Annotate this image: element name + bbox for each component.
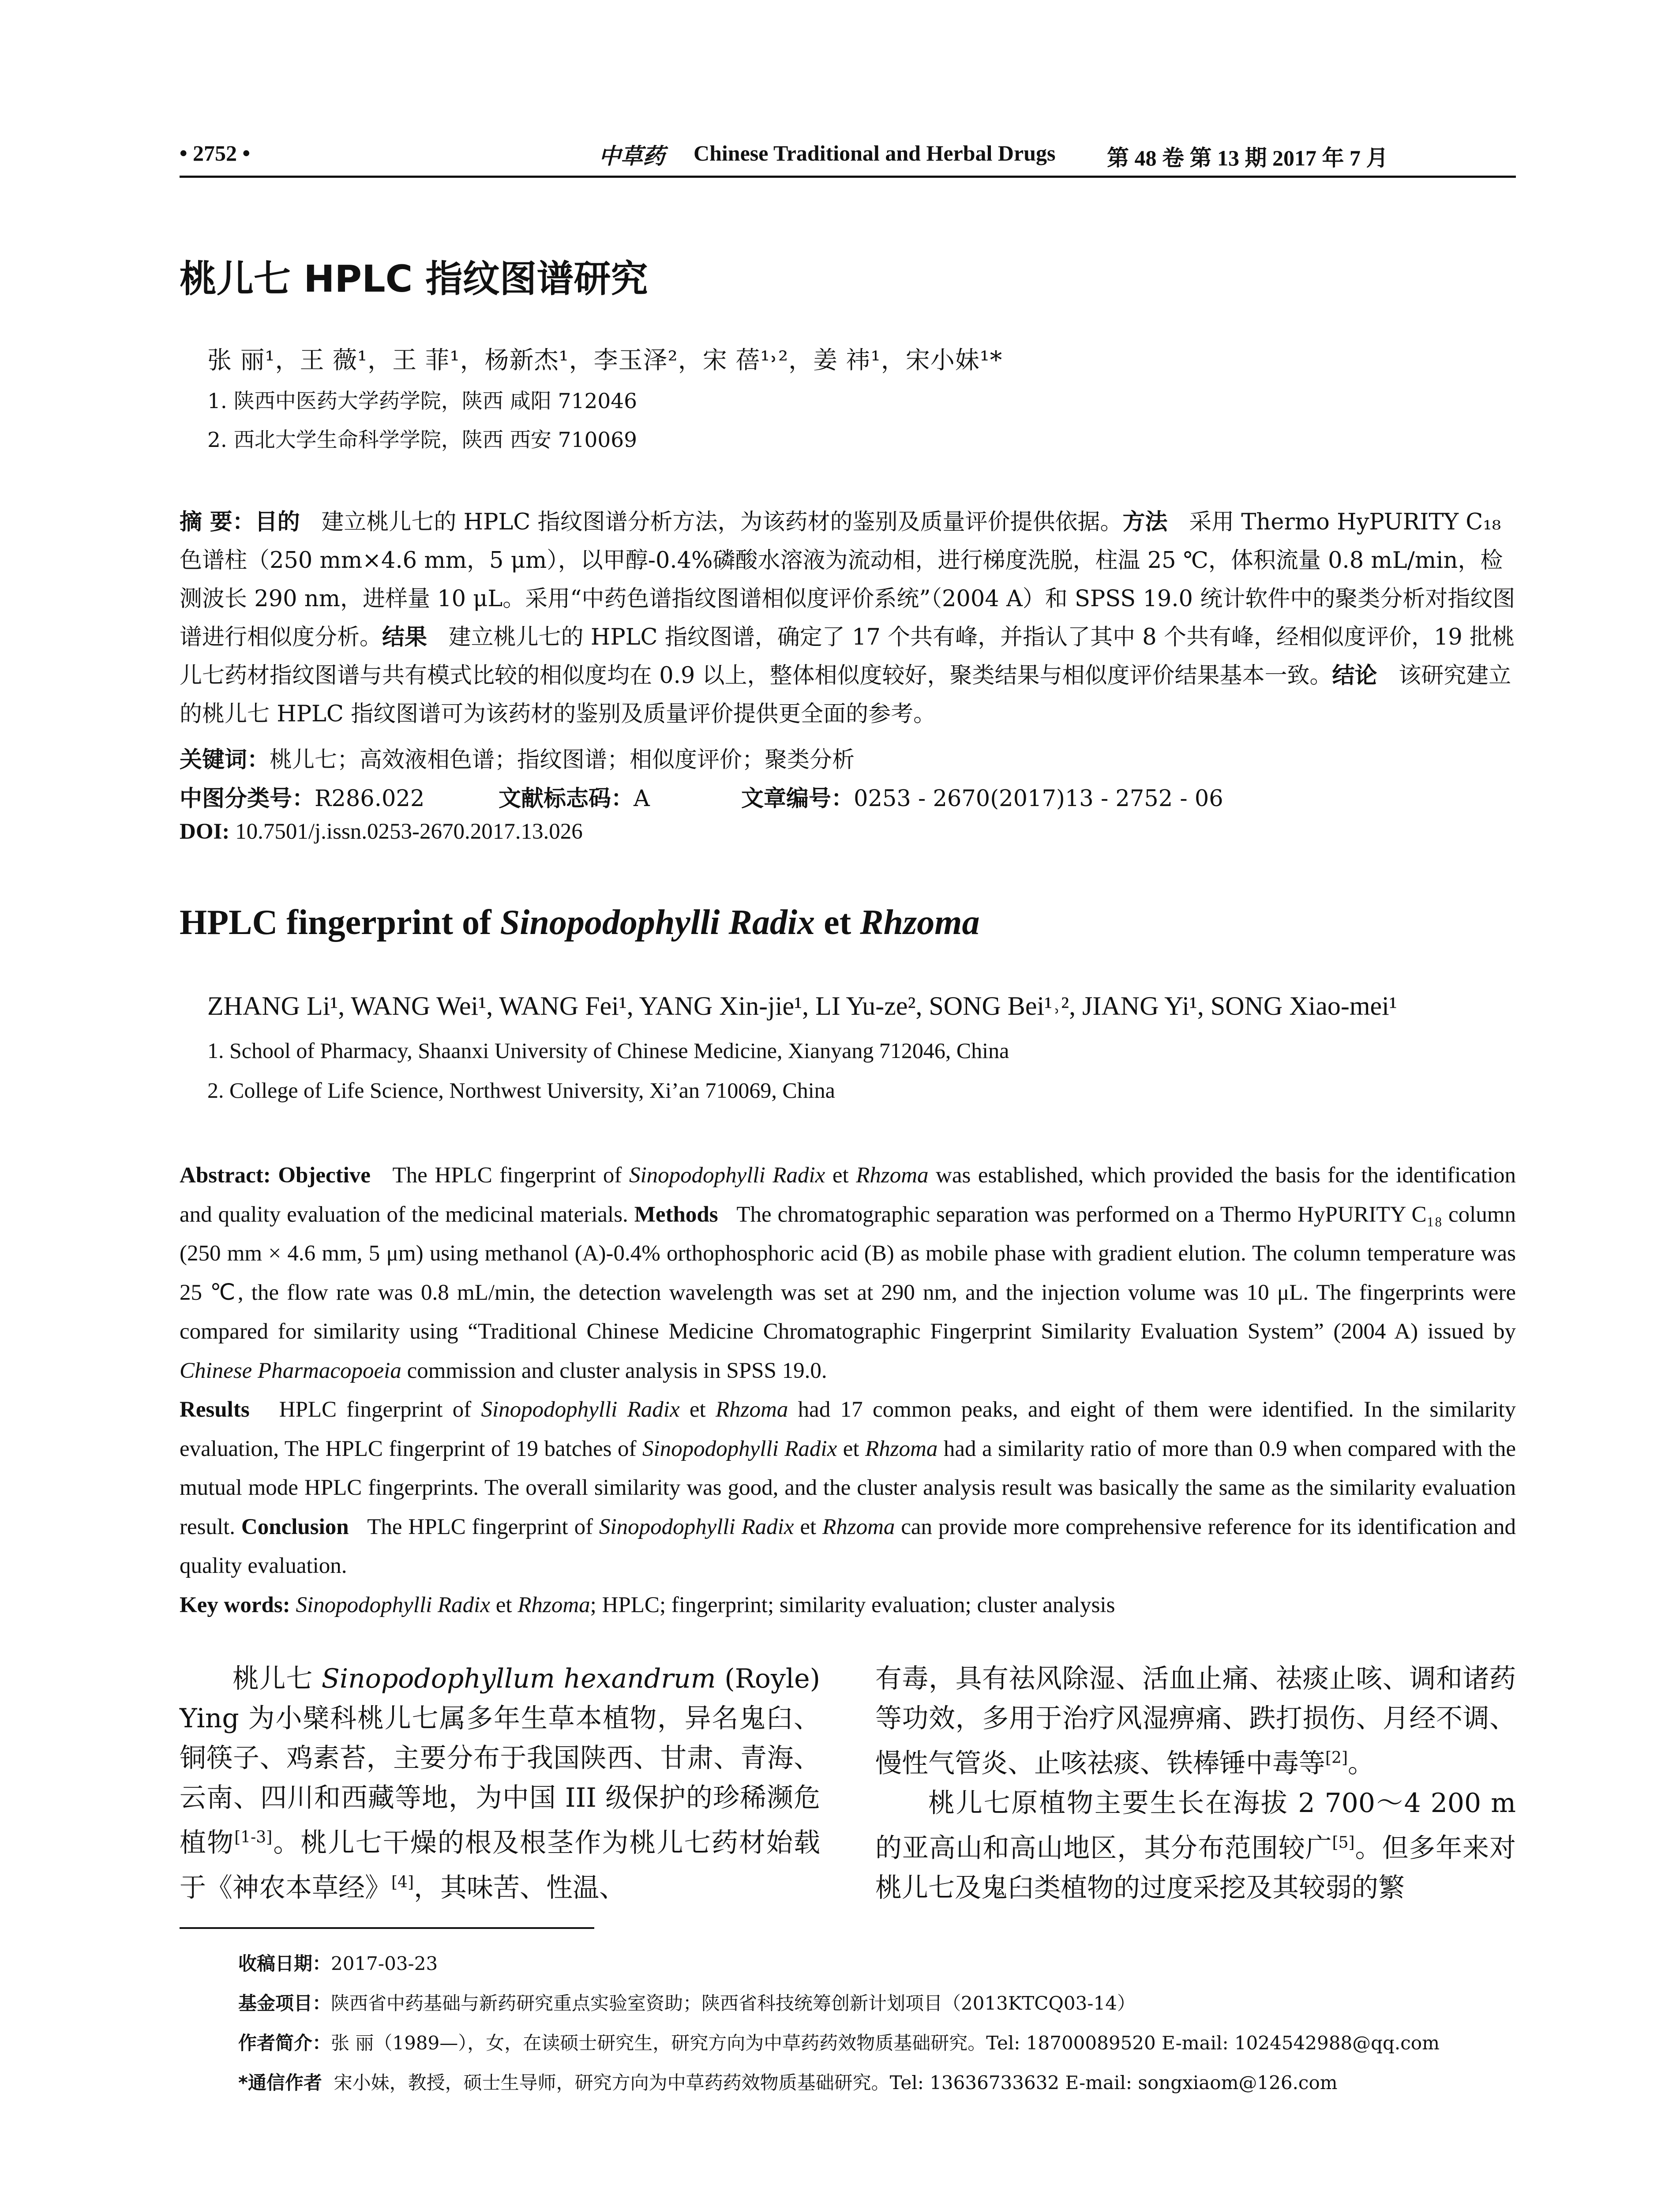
- body-column-left: [180, 1659, 820, 1908]
- title-en: [180, 903, 979, 943]
- results-zh-label: 结果: [382, 624, 428, 650]
- keywords-zh: [180, 741, 855, 774]
- keywords-zh-text: 桃儿七；高效液相色谱；指纹图谱；相似度评价；聚类分析: [270, 747, 855, 773]
- body-left-d: ，其味苦、性温、: [414, 1872, 626, 1903]
- body-right-paragraph-2: [875, 1783, 1516, 1908]
- journal-name: Chinese Traditional and Herbal Drugs: [694, 141, 1056, 165]
- results-zh-text: 建立桃儿七的 HPLC 指纹图谱，确定了 17 个共有峰，并指认了其中 8 个共有峰，经相似度评价，19 批桃儿七药材指纹图谱与共有模式比较的相似度均在 0.9 以上，整体相似度较好，聚类结果与相似度评价结果基本一致。: [180, 624, 1515, 689]
- body-right-c: 桃儿七原植物主要生长在海拔 2 700～4 200 m 的亚高山和高山地区，其分布范围较广: [875, 1788, 1516, 1864]
- methods-en-cp: Chinese Pharmacopoeia: [180, 1358, 401, 1383]
- issue-info: 第 48 卷 第 13 期 2017 年 7 月: [1107, 146, 1388, 170]
- objective-en-1: The HPLC fingerprint of: [392, 1163, 629, 1188]
- clc-label: 中图分类号：: [180, 786, 315, 812]
- body-right-d: 。但多年来对桃儿七及鬼臼类植物的过度采挖及其较弱的繁: [875, 1833, 1516, 1903]
- received-date: 2017-03-23: [331, 1953, 438, 1974]
- results-en-1: HPLC fingerprint of: [279, 1397, 481, 1422]
- footnote-rule: [180, 1927, 594, 1929]
- objective-zh-label: 目的: [255, 509, 300, 535]
- keywords-en-rest: ; HPLC; fingerprint; similarity evaluation; cluster analysis: [590, 1592, 1115, 1617]
- objective-en-sp: Sinopodophylli Radix: [629, 1163, 825, 1188]
- conclusion-en-2: can provide more comprehensive reference for its identification and quality evaluation.: [180, 1514, 1516, 1578]
- objective-en-et: et: [825, 1163, 856, 1188]
- methods-en-2: commission and cluster analysis in SPSS 19.0.: [401, 1358, 827, 1383]
- body-left-species: Sinopodophyllum hexandrum: [321, 1663, 716, 1694]
- footnote-author: [238, 2029, 1440, 2055]
- citation-ref: [2]: [1325, 1749, 1348, 1767]
- journal-logo: 中草药: [599, 143, 665, 169]
- clc-value: R286.022: [315, 786, 425, 812]
- keywords-en-et: et: [490, 1592, 518, 1617]
- classification-line: [180, 780, 424, 813]
- header-rule: [180, 176, 1516, 178]
- authors-en: ZHANG Li¹, WANG Wei¹, WANG Fei¹, YANG Xin-jie¹, LI Yu-ze², SONG Bei¹˒², JIANG Yi¹, SONG Xiao-mei¹: [207, 991, 1397, 1020]
- results-en-3: had a similarity ratio of more than 0.9 when compared with the mutual mode HPLC fingerprints. The overall similarity was good, and the cluster analysis result was basically the same as the similarity evaluation result.: [180, 1436, 1516, 1539]
- corr-label: *通信作者: [238, 2072, 322, 2093]
- authors-zh: 张 丽¹，王 薇¹，王 菲¹，杨新杰¹，李玉泽²，宋 蓓¹˒²，姜 祎¹，宋小妹¹*: [207, 346, 1003, 374]
- running-header: [180, 140, 1516, 169]
- objective-en-label: Objective: [278, 1163, 371, 1188]
- body-left-c: 。桃儿七干燥的根及根茎作为桃儿七药材始载于《神农本草经》: [180, 1827, 821, 1903]
- fund-text: 陕西省中药基础与新药研究重点实验室资助；陕西省科技统筹创新计划项目（2013KTCQ03-14）: [331, 1992, 1136, 2014]
- body-right-a: 有毒，具有祛风除湿、活血止痛、祛痰止咳、调和诸药等功效，多用于治疗风湿痹痛、跌打损伤、月经不调、慢性气管炎、止咳祛痰、铁棒锤中毒等: [875, 1663, 1516, 1779]
- results-en-et2: et: [837, 1436, 866, 1461]
- received-label: 收稿日期：: [238, 1953, 331, 1974]
- article-number: [741, 780, 1223, 813]
- results-en-sp4: Rhzoma: [865, 1436, 938, 1461]
- affiliation-en-2: 2. College of Life Science, Northwest University, Xi’an 710069, China: [207, 1078, 835, 1103]
- citation-ref: [1-3]: [234, 1828, 273, 1846]
- keywords-zh-label: 关键词：: [180, 747, 270, 773]
- affiliation-zh-1: 1. 陕西中医药大学药学院，陕西 咸阳 712046: [207, 389, 638, 413]
- doi-label: DOI:: [180, 819, 230, 844]
- keywords-en-sp: Sinopodophylli Radix: [296, 1592, 490, 1617]
- author-text: 张 丽（1989—），女，在读硕士研究生，研究方向为中草药药效物质基础研究。Tel: 18700089520 E-mail: 1024542988@qq.com: [331, 2032, 1440, 2054]
- conclusion-en-label: Conclusion: [241, 1514, 349, 1539]
- doi-line: [180, 819, 583, 844]
- methods-en-label: Methods: [634, 1202, 718, 1227]
- body-left-a: 桃儿七: [232, 1663, 322, 1694]
- citation-ref: [5]: [1332, 1834, 1355, 1852]
- affiliation-en-1: 1. School of Pharmacy, Shaanxi University of Chinese Medicine, Xianyang 712046, China: [207, 1038, 1009, 1063]
- conclusion-en-sp2: Rhzoma: [822, 1514, 895, 1539]
- abstract-en: [180, 1156, 1516, 1624]
- results-en-label: Results: [180, 1397, 250, 1422]
- keywords-en-sp2: Rhzoma: [518, 1592, 590, 1617]
- conclusion-zh-label: 结论: [1332, 663, 1377, 689]
- conclusion-en-et: et: [794, 1514, 823, 1539]
- doi-value: 10.7501/j.issn.0253-2670.2017.13.026: [235, 819, 583, 844]
- title-en-species: Sinopodophylli Radix: [500, 903, 815, 942]
- article-label: 文章编号：: [741, 786, 854, 812]
- citation-ref: [4]: [391, 1873, 414, 1891]
- body-right-b: 。: [1348, 1748, 1374, 1779]
- body-left-b: (Royle) Ying 为小檗科桃儿七属多年生草本植物，异名鬼臼、铜筷子、鸡素苔，主要分布于我国陕西、甘肃、青海、云南、四川和西藏等地，为中国 III 级保护的珍稀濒危植物: [180, 1663, 821, 1858]
- abstract-en-label: Abstract:: [180, 1163, 271, 1188]
- methods-zh-text: 采用 Thermo HyPURITY C₁₈ 色谱柱（250 mm×4.6 mm，5 μm），以甲醇-0.4%磷酸水溶液为流动相，进行梯度洗脱，柱温 25 ℃，体积流量 0.8 mL/min，检测波长 290 nm，进样量 10 μL。采用“中药色谱指纹图谱相似度评价系统”（2004 A）和 SPSS 19.0 统计软件中的聚类分析对指纹图谱进行相似度分析。: [180, 509, 1515, 650]
- footnote-corresponding: [238, 2068, 1338, 2095]
- objective-en-sp2: Rhzoma: [856, 1163, 929, 1188]
- results-en-sp3: Sinopodophylli Radix: [642, 1436, 837, 1461]
- article-value: 0253 - 2670(2017)13 - 2752 - 06: [854, 786, 1223, 812]
- doc-code: [499, 780, 650, 813]
- body-column-right: [875, 1659, 1516, 1908]
- title-en-species2: Rhzoma: [860, 903, 980, 942]
- methods-zh-label: 方法: [1122, 509, 1168, 535]
- corr-text: 宋小妹，教授，硕士生导师，研究方向为中草药药效物质基础研究。Tel: 13636733632 E-mail: songxiaom@126.com: [334, 2072, 1338, 2093]
- footnote-fund: [238, 1989, 1136, 2015]
- results-en-et: et: [679, 1397, 716, 1422]
- author-label: 作者简介：: [238, 2032, 331, 2054]
- doc-value: A: [634, 786, 650, 812]
- body-right-paragraph-1: [875, 1659, 1516, 1783]
- fund-label: 基金项目：: [238, 1992, 331, 2014]
- title-en-et: et: [815, 903, 860, 942]
- title-zh: 桃儿七 HPLC 指纹图谱研究: [180, 257, 648, 300]
- conclusion-en-sp: Sinopodophylli Radix: [599, 1514, 794, 1539]
- doc-label: 文献标志码：: [499, 786, 634, 812]
- page-number: • 2752 •: [180, 141, 251, 165]
- objective-en-2: was established, which provided the basis for the identification and quality evaluation of the medicinal materials.: [180, 1163, 1516, 1227]
- results-en-2: had 17 common peaks, and eight of them were identified. In the similarity evaluation, The HPLC fingerprint of 19 batches of: [180, 1397, 1516, 1461]
- footnote-received: [238, 1949, 438, 1976]
- conclusion-en-1: The HPLC fingerprint of: [367, 1514, 599, 1539]
- objective-zh-text: 建立桃儿七的 HPLC 指纹图谱分析方法，为该药材的鉴别及质量评价提供依据。: [321, 509, 1123, 535]
- results-en-sp2: Rhzoma: [716, 1397, 788, 1422]
- methods-en-1: The chromatographic separation was performed on a Thermo HyPURITY C₁₈ column (250 mm × 4.6 mm, 5 μm) using methanol (A)-0.4% orthophosphoric acid (B) as mobile phase with gradient elution. The column temperature was 25 ℃, the flow rate was 0.8 mL/min, the detection wavelength was set at 290 nm, and the injection volume was 10 μL. The fingerprints were compared for similarity using “Traditional Chinese Medicine Chromatographic Fingerprint Similarity Evaluation System” (2004 A) issued by: [180, 1202, 1516, 1344]
- affiliation-zh-2: 2. 西北大学生命科学学院，陕西 西安 710069: [207, 428, 638, 452]
- conclusion-zh-text: 该研究建立的桃儿七 HPLC 指纹图谱可为该药材的鉴别及质量评价提供更全面的参考。: [180, 663, 1511, 727]
- results-en-sp: Sinopodophylli Radix: [481, 1397, 680, 1422]
- keywords-en-label: Key words:: [180, 1592, 290, 1617]
- abstract-zh: [180, 503, 1516, 733]
- title-en-prefix: HPLC fingerprint of: [180, 903, 500, 942]
- abstract-zh-label: 摘 要：: [180, 509, 255, 535]
